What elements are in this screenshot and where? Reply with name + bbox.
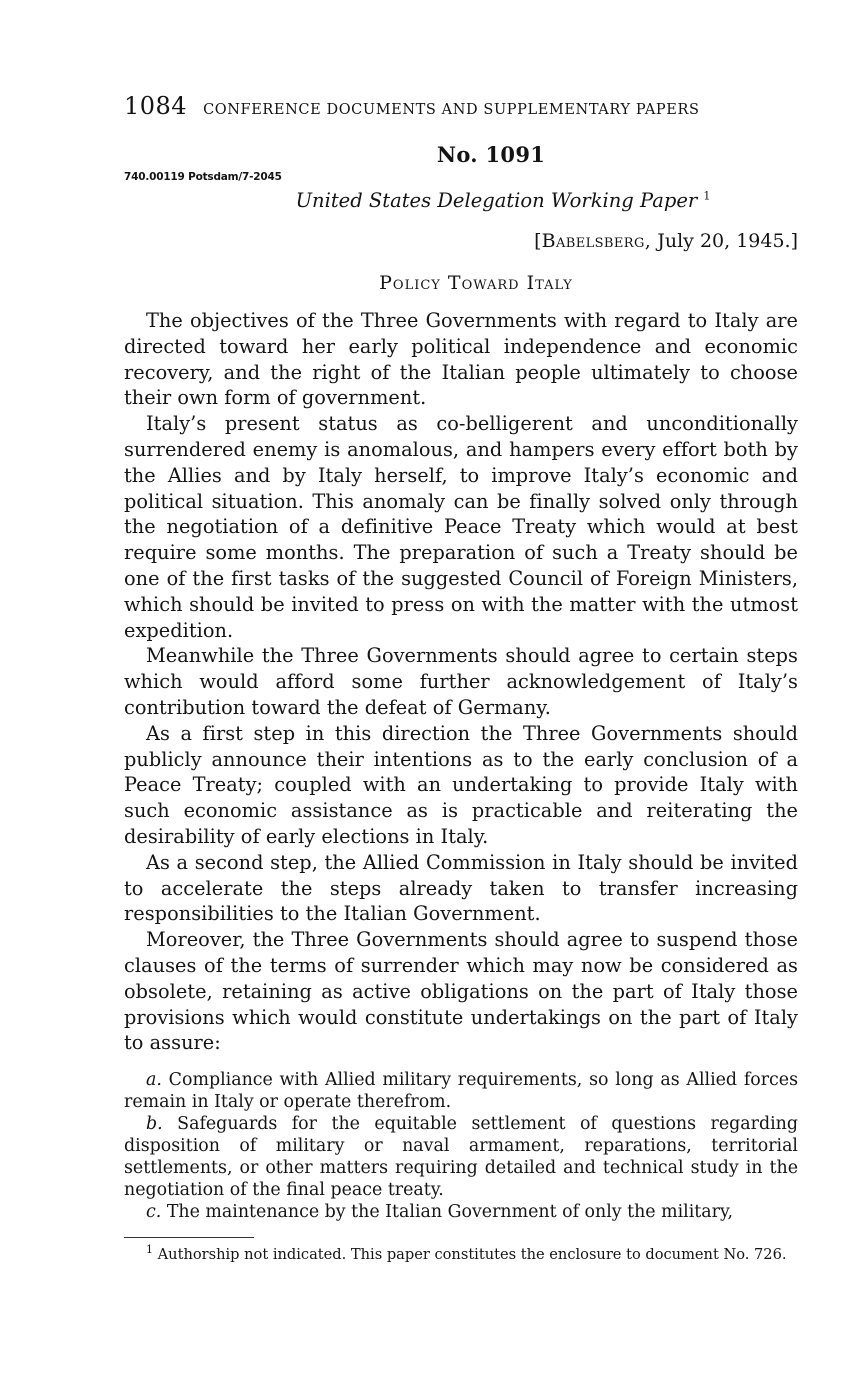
list-item-letter: b. <box>146 1114 163 1135</box>
dateline <box>124 230 798 252</box>
paragraph: Meanwhile the Three Governments should agree to certain steps which would afford some further acknowledgement of Italy’s contribution toward the defeat of Germany. <box>124 644 798 719</box>
footnote-text: Authorship not indicated. This paper constitutes the enclosure to document No. 726. <box>157 1246 787 1264</box>
file-reference: 740.00119 Potsdam/7-2045 <box>124 171 282 183</box>
body-text <box>124 308 798 1056</box>
dateline-place: Babelsberg, <box>541 230 652 252</box>
paragraph: Moreover, the Three Governments should agree to suspend those clauses of the terms of surrender which may now be considered as obsolete, retaining as active obligations on the part of Italy those provisions which would constitute undertakings on the part of Italy to assure: <box>124 928 798 1055</box>
list-item-text: Compliance with Allied military requirements, so long as Allied forces remain in Italy or operate therefrom. <box>124 1070 799 1113</box>
paragraph: Italy’s present status as co-belligerent and unconditionally surrendered enemy is anomalous, and hampers every effort both by the Allies and by Italy herself, to improve Italy’s economic and political situation. This anomaly can be finally solved only through the negotiation of a definitive Peace Treaty which would at best require some months. The preparation of such a Treaty should be one of the first tasks of the suggested Council of Foreign Ministers, which should be invited to press on with the matter with the utmost expedition. <box>124 412 798 642</box>
paragraph: As a first step in this direction the Three Governments should publicly announce their intentions as to the early conclusion of a Peace Treaty; coupled with an undertaking to provide Italy with such economic assistance as is practicable and reiterating the desirability of early elections in Italy. <box>124 721 798 848</box>
document-page <box>124 92 798 1263</box>
document-title <box>124 189 798 212</box>
footnote-marker: 1 <box>146 1243 153 1257</box>
running-head <box>124 92 798 122</box>
list-item-text: The maintenance by the Italian Government of only the military, <box>166 1202 734 1223</box>
document-title-text: United States Delegation Working Paper <box>295 189 698 212</box>
dateline-open: [ <box>534 230 542 252</box>
dateline-date: July 20, 1945.] <box>657 230 798 252</box>
page-number: 1084 <box>124 92 188 120</box>
paragraph: As a second step, the Allied Commission in Italy should be invited to accelerate the steps already taken to transfer increasing responsibilities to the Italian Government. <box>124 850 798 926</box>
footnote <box>124 1243 798 1264</box>
list-item <box>124 1201 798 1223</box>
document-number: No. 1091 <box>436 142 546 167</box>
list-item-letter: c. <box>146 1202 162 1223</box>
running-title: CONFERENCE DOCUMENTS AND SUPPLEMENTARY PAPERS <box>203 102 700 118</box>
title-footnote-marker[interactable]: 1 <box>703 189 711 203</box>
paragraph: The objectives of the Three Governments with regard to Italy are directed toward her early political independence and economic recovery, and the right of the Italian people ultimately to choose their own form of government. <box>124 309 798 410</box>
footnote-divider <box>124 1237 254 1238</box>
list-item-letter: a. <box>146 1070 162 1091</box>
list-item <box>124 1113 798 1201</box>
obligations-list <box>124 1069 798 1223</box>
section-heading: Policy Toward Italy <box>379 272 573 294</box>
list-item <box>124 1069 798 1113</box>
list-item-text: Safeguards for the equitable settlement of questions regarding disposition of military or naval armament, reparations, territorial settlements, or other matters requiring detailed and technical study in the negotiation of the final peace treaty. <box>124 1114 798 1201</box>
